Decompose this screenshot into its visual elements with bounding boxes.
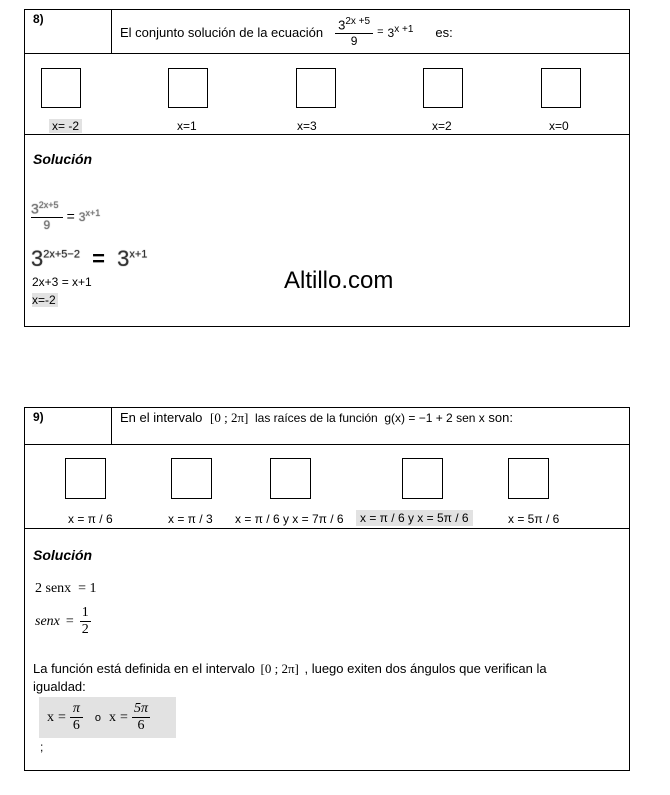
q9-ans-fraction-1: [70, 701, 83, 734]
q8-question: [120, 12, 453, 52]
q9-question-suffix: son:: [488, 410, 513, 425]
q8-step2-eq: =: [92, 246, 105, 272]
q8-step1-fraction: [31, 200, 63, 232]
q8-option-box-4[interactable]: [423, 68, 463, 108]
q9-ans-x2: x: [109, 709, 117, 725]
q9-step2-lhs: senx: [35, 613, 60, 629]
q9-ans-x1: x: [47, 709, 54, 725]
q8-eq-equals: =: [377, 26, 384, 38]
q9-function: g(x) = −1 + 2 sen x: [384, 411, 485, 425]
q8-equation-fraction: [335, 16, 373, 47]
q9-ans-or: o: [94, 711, 102, 724]
q8-step2-rhs: 3: [117, 246, 130, 272]
q8-option-box-1[interactable]: [41, 68, 81, 108]
q8-eq-rhs: [388, 24, 414, 40]
q9-ans-den1: 6: [70, 717, 83, 734]
q8-option-label-3: x=3: [297, 119, 317, 133]
q8-option-box-5[interactable]: [541, 68, 581, 108]
q9-option-label-1: x = π / 6: [68, 512, 113, 526]
q8-step1-rhs-wrap: [79, 208, 100, 224]
q9-step2-den: 2: [81, 622, 89, 637]
q8-step1-den: 9: [31, 217, 63, 232]
q8-option-box-2[interactable]: [168, 68, 208, 108]
q8-step1-num: 3: [31, 200, 39, 217]
q8-option-label-5: x=0: [549, 119, 569, 133]
q9-option-box-1[interactable]: [65, 458, 106, 499]
q9-solution-step2: [35, 605, 91, 638]
q9-answer-box: [39, 697, 176, 738]
q8-eq-num-exp: 2x +5: [345, 16, 371, 28]
q9-number-divider: [111, 407, 112, 444]
q9-option-label-3: x = π / 6 y x = 7π / 6: [235, 512, 344, 526]
q9-explain-prefix: La función está definida en el intervalo: [33, 661, 255, 676]
q9-explanation: [33, 660, 613, 696]
q8-solution-step4: x=-2: [32, 293, 56, 307]
q9-explain-interval: [0 ; 2π]: [260, 661, 299, 676]
q8-solution-title: Solución: [33, 151, 93, 167]
q9-question-prefix: En el intervalo: [120, 410, 203, 425]
q8-solution-step3: 2x+3 = x+1: [32, 275, 92, 289]
q8-option-label-1: x= -2: [49, 119, 82, 133]
q8-eq-num-base: 3: [338, 17, 346, 33]
q8-solution-step2: [31, 242, 147, 272]
q9-ans-eq1: =: [58, 709, 66, 725]
q9-ans-num2: 5π: [133, 701, 148, 716]
q9-solution-step1: 2 senx = 1: [35, 581, 97, 596]
q9-option-box-3[interactable]: [270, 458, 311, 499]
q8-solution-step1: [31, 200, 100, 232]
q9-step2-eq: =: [65, 613, 74, 629]
q8-step2-lhs-exp: 2x+5−2: [43, 249, 80, 261]
q8-step1-rhs-exp: x+1: [85, 207, 101, 218]
q9-option-label-5: x = 5π / 6: [508, 512, 560, 526]
q9-ans-eq2: =: [120, 709, 128, 725]
q9-question-mid: las raíces de la función: [254, 411, 378, 425]
q9-explain-suffix: , luego exiten dos ángulos que verifican la: [304, 661, 547, 676]
q8-number-divider: [111, 9, 112, 53]
q8-step2-rhs-exp: x+1: [129, 249, 148, 261]
q9-option-label-2: x = π / 3: [168, 512, 213, 526]
altillo-watermark: Altillo.com: [284, 267, 394, 294]
q9-header-divider: [24, 444, 629, 445]
q9-option-box-4[interactable]: [402, 458, 443, 499]
q9-question: [120, 410, 513, 426]
q9-trailing-semicolon: ;: [40, 740, 44, 754]
q9-ans-num1: π: [72, 701, 80, 716]
q9-explain-line2: igualdad:: [33, 679, 86, 694]
q9-options-divider: [24, 528, 629, 529]
q8-step1-eq: =: [66, 207, 75, 224]
q9-ans-fraction-2: [132, 701, 150, 734]
q9-solution-title: Solución: [33, 547, 93, 563]
q8-eq-den: 9: [335, 33, 373, 48]
q8-header-divider: [24, 53, 629, 54]
q8-eq-rhs-base: 3: [387, 26, 395, 40]
q8-number: 8): [33, 12, 44, 26]
q8-question-prefix: El conjunto solución de la ecuación: [120, 24, 324, 40]
q8-options-divider: [24, 134, 629, 135]
q8-step1-num-exp: 2x+5: [38, 200, 59, 210]
q8-option-label-2: x=1: [177, 119, 197, 133]
q9-option-box-2[interactable]: [171, 458, 212, 499]
q8-option-label-4: x=2: [432, 119, 452, 133]
q9-ans-den2: 6: [132, 717, 150, 734]
q9-number: 9): [33, 410, 44, 424]
q9-step2-fraction: [80, 605, 91, 638]
q9-step2-num: 1: [81, 605, 89, 620]
q9-interval: [0 ; 2π]: [210, 410, 249, 425]
q8-step2-lhs: 3: [31, 246, 44, 272]
q9-option-label-4: x = π / 6 y x = 5π / 6: [356, 510, 473, 526]
q9-option-box-5[interactable]: [508, 458, 549, 499]
q8-step1-rhs: 3: [78, 209, 86, 224]
q8-option-box-3[interactable]: [296, 68, 336, 108]
q8-question-suffix: es:: [435, 24, 453, 40]
q8-eq-rhs-exp: x +1: [394, 24, 414, 35]
